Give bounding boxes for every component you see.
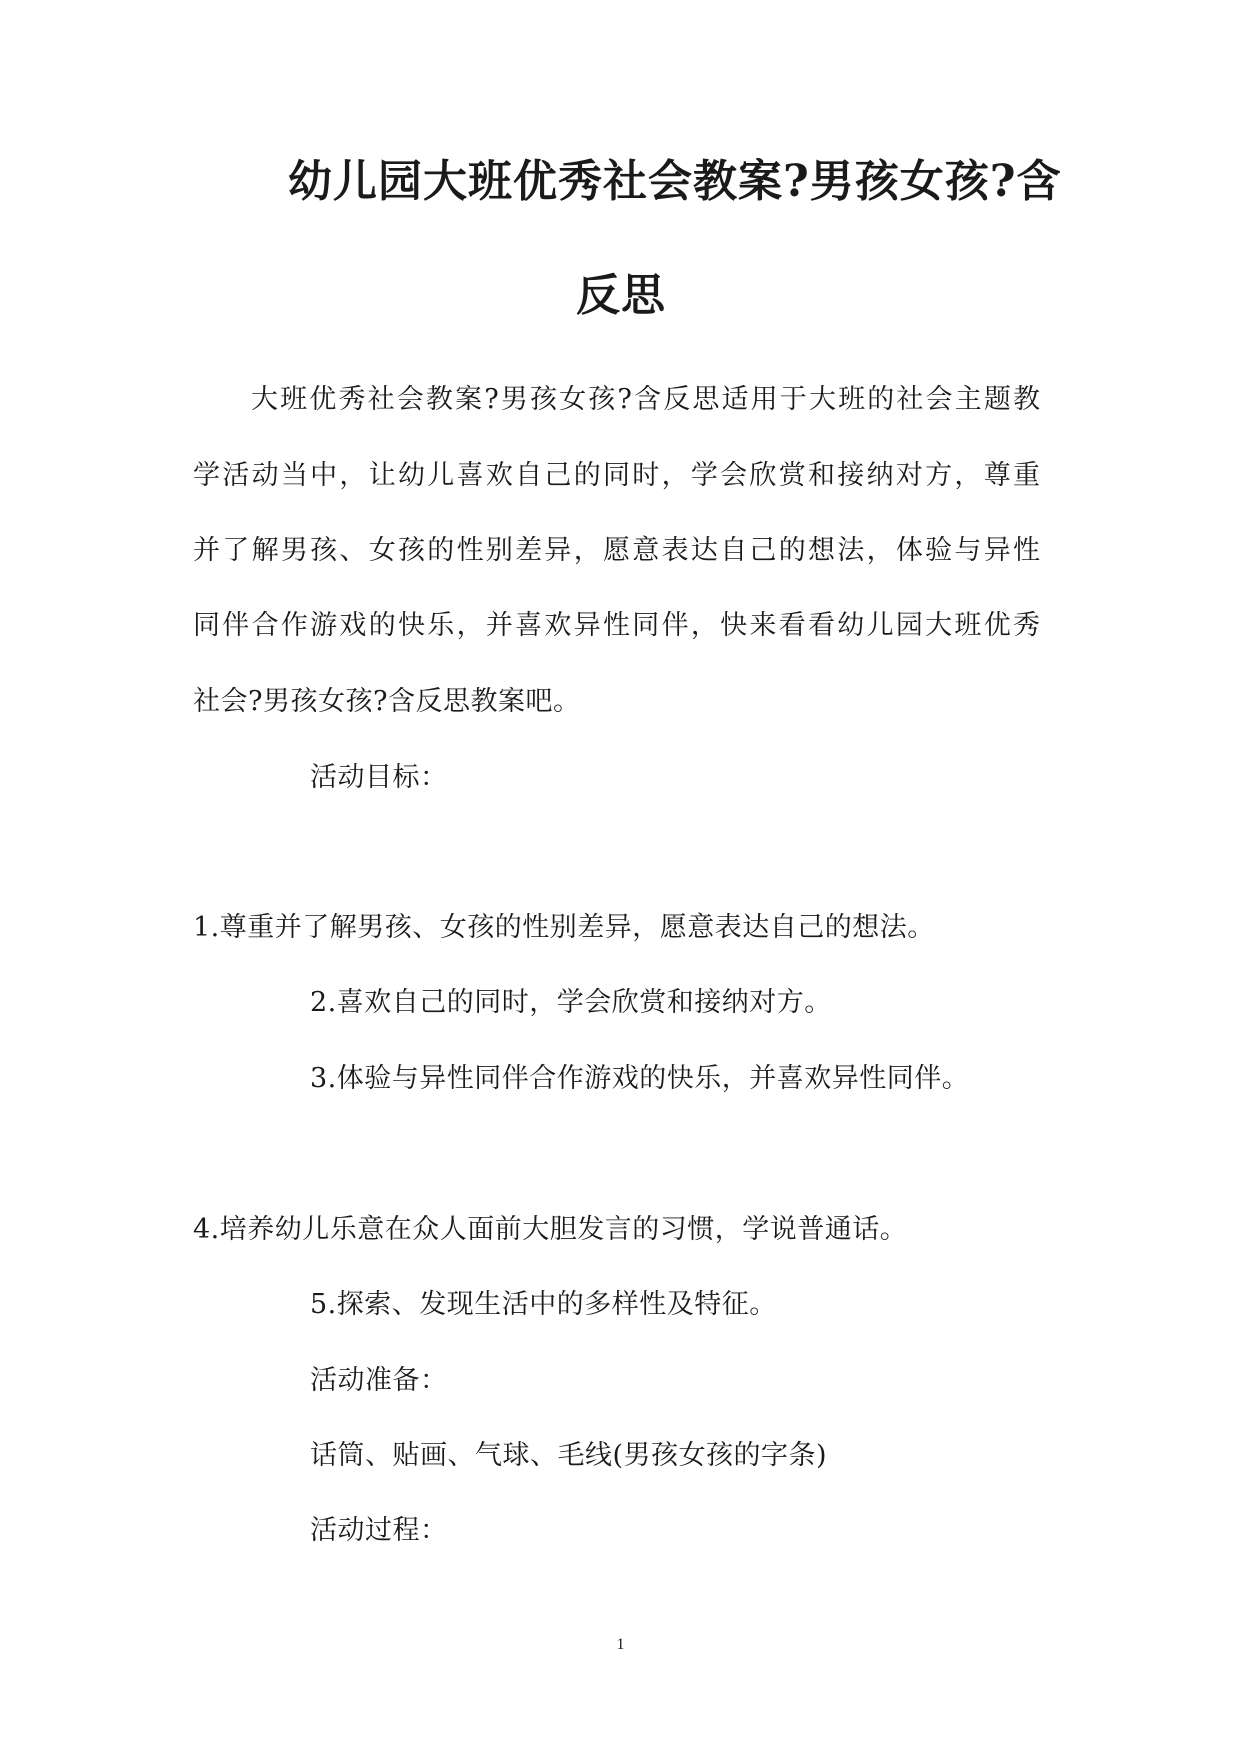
intro-paragraph-line: 社会?男孩女孩?含反思教案吧。 xyxy=(193,686,581,717)
intro-paragraph-line: 大班优秀社会教案?男孩女孩?含反思适用于大班的社会主题教 xyxy=(251,384,1040,415)
preparation-heading: 活动准备： xyxy=(310,1365,448,1396)
intro-paragraph-line: 学活动当中，让幼儿喜欢自己的同时，学会欣赏和接纳对方，尊重 xyxy=(193,460,1040,491)
document-title-line-1: 幼儿园大班优秀社会教案?男孩女孩?含 xyxy=(288,156,1062,207)
goal-item: 2.喜欢自己的同时，学会欣赏和接纳对方。 xyxy=(310,987,832,1018)
preparation-items: 话筒、贴画、气球、毛线(男孩女孩的字条) xyxy=(310,1440,828,1471)
goal-item: 5.探索、发现生活中的多样性及特征。 xyxy=(310,1289,777,1320)
document-title-line-2: 反思 xyxy=(576,270,666,321)
goal-item: 3.体验与异性同伴合作游戏的快乐，并喜欢异性同伴。 xyxy=(310,1063,970,1094)
goal-item: 4.培养幼儿乐意在众人面前大胆发言的习惯，学说普通话。 xyxy=(193,1214,908,1245)
goals-heading: 活动目标： xyxy=(310,762,448,793)
intro-paragraph-line: 同伴合作游戏的快乐，并喜欢异性同伴，快来看看幼儿园大班优秀 xyxy=(193,610,1040,641)
process-heading: 活动过程： xyxy=(310,1515,448,1546)
page-number: 1 xyxy=(616,1636,625,1653)
goal-item: 1.尊重并了解男孩、女孩的性别差异，愿意表达自己的想法。 xyxy=(193,912,935,943)
intro-paragraph-line: 并了解男孩、女孩的性别差异，愿意表达自己的想法，体验与异性 xyxy=(193,535,1040,566)
